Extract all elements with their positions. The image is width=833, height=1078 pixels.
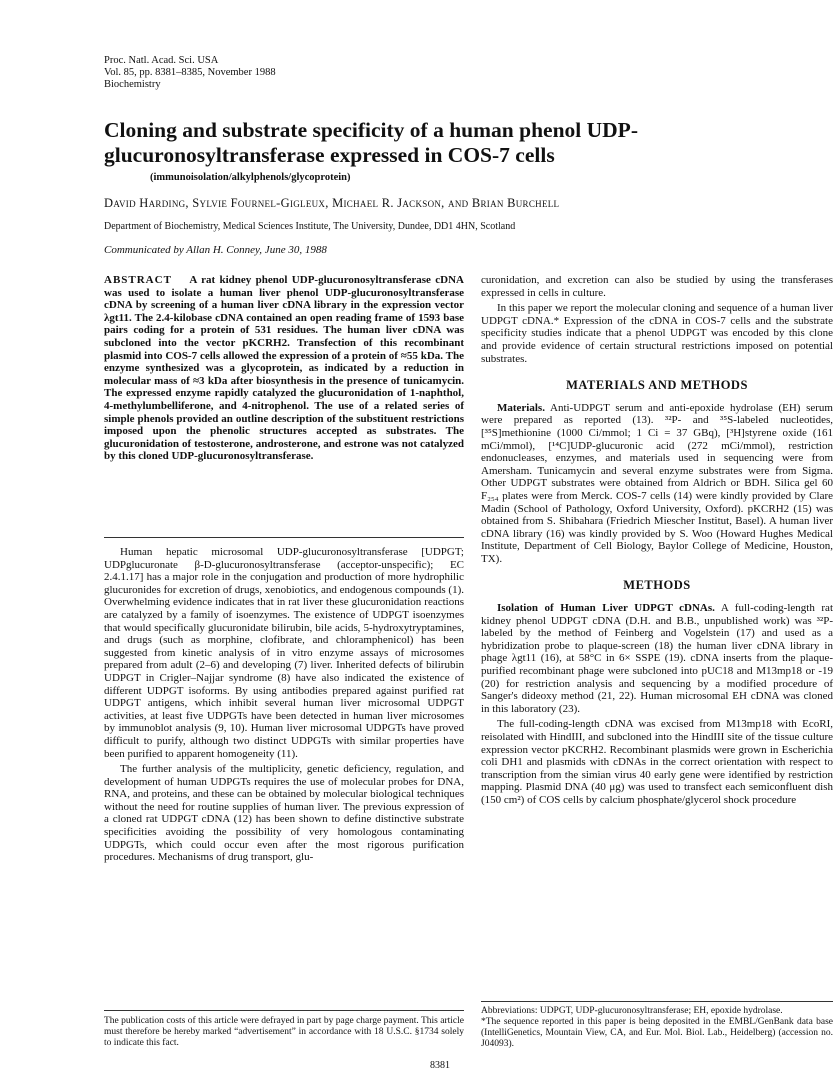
materials-methods-heading: MATERIALS AND METHODS: [566, 378, 748, 393]
abbreviations-footnote: [481, 1006, 833, 1050]
left-column-body: [104, 546, 464, 867]
communicated-by: Communicated by Allan H. Conney, June 30, 1988: [104, 244, 327, 256]
abstract-divider: [104, 537, 464, 538]
abstract-label: ABSTRACT: [104, 274, 172, 286]
materials-paragraph: [481, 402, 833, 566]
abbreviations: Abbreviations: UDPGT, UDP-glucuronosyltransferase; EH, epoxide hydrolase.: [481, 1006, 783, 1016]
methods-heading: METHODS: [623, 578, 691, 593]
footnote-divider-right: [481, 1001, 833, 1002]
right-column-body: [481, 274, 833, 810]
journal-name: Proc. Natl. Acad. Sci. USA: [104, 55, 219, 66]
intro-paragraph-3: In this paper we report the molecular cloning and sequence of a human liver UDPGT cDNA.* Expression of the cDNA in COS-7 cells and the substrate specificity studies indicate that a phenol UDPGT was encoded by this clone and provide evidence of certain structural restrictions imposed on potential substrates.: [481, 302, 833, 365]
publication-cost-footnote: The publication costs of this article were defrayed in part by page charge payment. This article must therefore be hereby marked “advertisement” in accordance with 18 U.S.C. §1734 solely to indicate this fact.: [104, 1016, 464, 1048]
abstract-text: A rat kidney phenol UDP-glucuronosyltransferase cDNA was used to isolate a human liver phenol UDP-glucuronosyltransferase cDNA by screening of a human liver cDNA library in the expression vector λgt11. The 2.4-kilobase cDNA contained an open reading frame of 1593 base pairs coding for a protein of 531 residues. The human liver cDNA was subcloned into the vector pKCRH2. Transfection of this recombinant plasmid into COS-7 cells allowed the expression of a protein of ≈55 kDa. The enzyme synthesized was a glycoprotein, as indicated by a reduction in molecular mass of ≈3 kDa after biosynthesis in the presence of tunicamycin. The expressed enzyme rapidly catalyzed the glucuronidation of 1-naphthol, 4-methylumbelliferone, and 4-nitrophenol. The use of a related series of simple phenols provided an outline description of the substituent restrictions imposed upon the phenolic structures accepted as substrates. The glucuronidation of testosterone, androsterone, and estrone was not catalyzed by this cloned UDP-glucuronosyltransferase.: [104, 274, 465, 463]
methods-paragraph-1: [481, 602, 833, 715]
page-number: 8381: [430, 1060, 450, 1071]
affiliation: Department of Biochemistry, Medical Sciences Institute, The University, Dundee, DD1 4HN, Scotland: [104, 221, 516, 232]
intro-continuation: curonidation, and excretion can also be studied by using the transferases expressed in cells in culture.: [481, 274, 833, 299]
methods-text: A full-coding-length rat kidney phenol UDPGT cDNA (D.H. and B.B., unpublished work) was ³²P-labeled by the method of Feinberg and Vogelstein (17) and used as a hybridization probe to plaque-screen (18) the human liver cDNA library in phage λgt11 (16), at 58°C in 6× SSPE (19). cDNA inserts from the plaque-purified recombinant phage were subcloned into pUC18 and M13mp18 or -19 (20) for restriction analysis and sequencing by a modified procedure of Sanger's dideoxy method (21, 22). Human microsomal EH cDNA was cloned in this laboratory (23).: [481, 602, 833, 715]
authors: David Harding, Sylvie Fournel-Gigleux, Michael R. Jackson, and Brian Burchell: [104, 196, 560, 210]
materials-text: Anti-UDPGT serum and anti-epoxide hydrolase (EH) serum were prepared as reported (13). ³²P- and ³⁵S-labeled nucleotides, [³⁵S]methionine (1000 Ci/mmol; 1 Ci = 37 GBq), [³H]styrene oxide (161 mCi/mmol), [¹⁴C]UDP-glucuronic acid (272 mCi/mmol), restriction endonucleases, enzymes, and materials used in sequencing were from Amersham. Tunicamycin and several enzyme substrates were from Sigma. Other UDPGT substrates were obtained from Aldrich or BDH. Silica gel 60 F₂₅₄ plates were from Merck. COS-7 cells (14) were kindly provided by Clare Madin (School of Pathology, Oxford University, Oxford). pKCRH2 (15) was obtained from S. Shibahara (Friedrich Miescher Institut, Basel). A human liver cDNA library (16) was kindly provided by S. Woo (Howard Hughes Medical Institute, Department of Cell Biology, Baylor College of Medicine, Houston, TX).: [481, 401, 833, 565]
sequence-footnote: *The sequence reported in this paper is being deposited in the EMBL/GenBank data base (IntelliGenetics, Mountain View, CA, and Eur. Mol. Biol. Lab., Heidelberg) (accession no. J04093).: [481, 1017, 833, 1049]
journal-header: [104, 55, 276, 91]
methods-runin: Isolation of Human Liver UDPGT cDNAs.: [497, 602, 715, 615]
footnote-divider-left: [104, 1010, 464, 1011]
keywords: (immunoisolation/alkylphenols/glycoprotein): [150, 172, 351, 183]
materials-runin: Materials.: [497, 401, 545, 414]
paper-title: Cloning and substrate specificity of a human phenol UDP-glucuronosyltransferase expressed in COS-7 cells: [104, 118, 638, 167]
journal-section: Biochemistry: [104, 79, 161, 90]
methods-paragraph-2: The full-coding-length cDNA was excised from M13mp18 with EcoRI, reisolated with HindIII, and subcloned into the HindIII site of the tissue culture expression vector pKCRH2. Recombinant plasmids were grown in Escherichia coli DH1 and plasmids with cDNAs in the correct orientation with respect to transcription from the simian virus 40 early gene were identified by restriction mapping. Plasmid DNA (40 μg) was used to transfect each semiconfluent dish (150 cm²) of COS cells by calcium phosphate/glycerol shock procedure: [481, 718, 833, 806]
intro-paragraph-2: The further analysis of the multiplicity, genetic deficiency, regulation, and development of human UDPGTs requires the use of molecular probes for DNA, RNA, and proteins, and these can be obtained by molecular biological techniques without the need for routine supplies of human liver. The previous expression of a cloned rat UDPGT cDNA (12) has been shown to define distinctive substrate specificities avoiding the possibility of very homologous contaminating UDPGTs, which could occur even after the most rigorous purification procedures. Mechanisms of drug transport, glu-: [104, 763, 464, 864]
abstract: [104, 274, 464, 463]
intro-paragraph-1: Human hepatic microsomal UDP-glucuronosyltransferase [UDPGT; UDPglucuronate β-D-glucuronosyltransferase (acceptor-unspecific); EC 2.4.1.17] has a major role in the conjugation and production of more hydrophilic glucuronides for excretion of drugs, xenobiotics, and endogenous compounds (1). Overwhelming evidence indicates that in rat liver these glucuronidation reactions are catalyzed by a family of isoenzymes. The existence of UDPGT isoenzymes that would specifically glucuronidate bilirubin, bile acids, 5-hydroxytryptamines, and drugs (such as morphine, clofibrate, and chloramphenicol) has been suggested from kinetic analysis of in vitro enzyme assays of microsomes prepared from adult (2–6) and developing (7) liver. Inherited defects of bilirubin UDPGT in Crigler–Najjar syndrome (8) have also indicated the existence of different UDPGT isoforms. By using antibodies prepared against purified rat UDPGT antigens, which inhibit several human liver microsomal UDPGT activities, at least five UDPGTs have been detected in human liver microsomes by immunoblot analysis (9, 10). Human liver microsomal UDPGTs have proved difficult to purify, although two distinct UDPGTs with similar properties have been purified to apparent homogeneity (11).: [104, 546, 464, 760]
journal-volume: Vol. 85, pp. 8381–8385, November 1988: [104, 67, 276, 78]
